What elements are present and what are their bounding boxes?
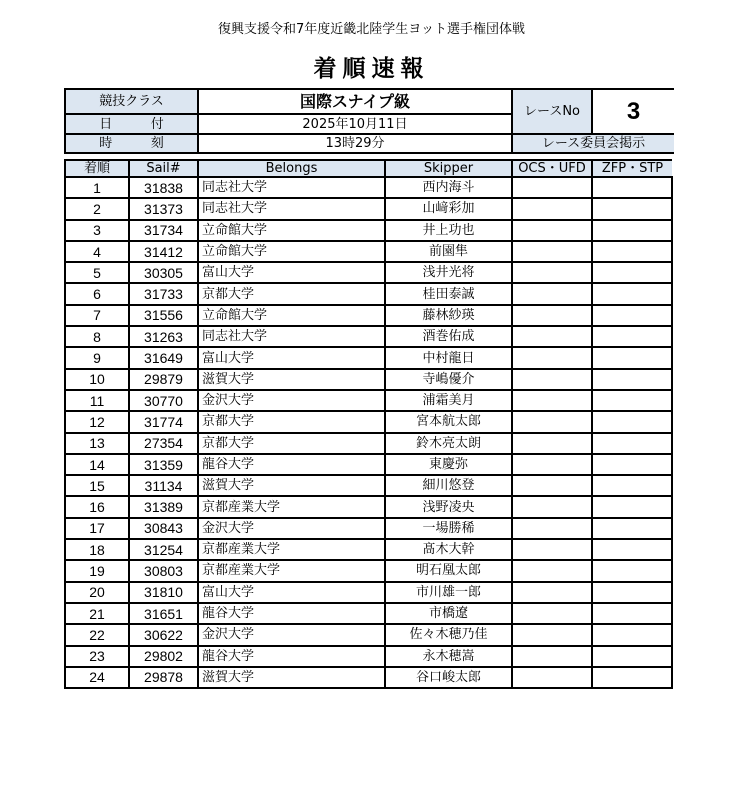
skipper-cell: 市橋遼 [385,603,512,624]
skipper-cell: 中村龍日 [385,347,512,368]
zfp-stp-cell [592,539,672,560]
table-row [65,220,672,241]
ocs-ufd-cell [512,603,592,624]
sail-number-cell: 31134 [129,475,198,496]
col-header-ocs-ufd: OCS・UFD [512,160,592,177]
skipper-cell: 市川雄一郎 [385,582,512,603]
race-no-label: レースNo [512,89,592,134]
table-row [65,603,672,624]
ocs-ufd-cell [512,262,592,283]
ocs-ufd-cell [512,326,592,347]
results-table [64,159,673,689]
race-no-value: 3 [592,89,674,134]
zfp-stp-cell [592,369,672,390]
sail-number-cell: 31734 [129,220,198,241]
col-header-belongs: Belongs [198,160,385,177]
sail-number-cell: 31838 [129,177,198,198]
rank-cell: 22 [65,624,129,645]
col-header-rank: 着順 [65,160,129,177]
skipper-cell: 佐々木穂乃佳 [385,624,512,645]
belongs-cell: 富山大学 [198,582,385,603]
col-header-zfp-stp: ZFP・STP [592,160,672,177]
ocs-ufd-cell [512,582,592,603]
belongs-cell: 富山大学 [198,347,385,368]
sail-number-cell: 31263 [129,326,198,347]
race-info-table [64,88,674,154]
rank-cell: 9 [65,347,129,368]
belongs-cell: 立命館大学 [198,220,385,241]
sail-number-cell: 31733 [129,283,198,304]
rank-cell: 3 [65,220,129,241]
rank-cell: 21 [65,603,129,624]
time-label-2: 刻 [150,136,164,151]
class-value: 国際スナイプ級 [198,89,512,114]
ocs-ufd-cell [512,411,592,432]
belongs-cell: 龍谷大学 [198,646,385,667]
belongs-cell: 富山大学 [198,262,385,283]
ocs-ufd-cell [512,539,592,560]
sail-number-cell: 29879 [129,369,198,390]
table-row [65,198,672,219]
table-row [65,262,672,283]
sail-number-cell: 30305 [129,262,198,283]
zfp-stp-cell [592,518,672,539]
date-value: 2025年10月11日 [198,114,512,134]
zfp-stp-cell [592,220,672,241]
belongs-cell: 京都大学 [198,283,385,304]
ocs-ufd-cell [512,646,592,667]
ocs-ufd-cell [512,198,592,219]
table-row [65,347,672,368]
ocs-ufd-cell [512,475,592,496]
table-row [65,369,672,390]
zfp-stp-cell [592,390,672,411]
belongs-cell: 滋賀大学 [198,667,385,688]
time-label-1: 時 [99,136,113,151]
sail-number-cell: 31373 [129,198,198,219]
zfp-stp-cell [592,582,672,603]
table-row [65,667,672,688]
skipper-cell: 酒巻佑成 [385,326,512,347]
skipper-cell: 谷口峻太郎 [385,667,512,688]
belongs-cell: 同志社大学 [198,177,385,198]
zfp-stp-cell [592,475,672,496]
skipper-cell: 浅野凌央 [385,496,512,517]
belongs-cell: 金沢大学 [198,518,385,539]
sail-number-cell: 31556 [129,305,198,326]
rank-cell: 6 [65,283,129,304]
table-row [65,433,672,454]
sail-number-cell: 31254 [129,539,198,560]
sail-number-cell: 31810 [129,582,198,603]
rank-cell: 20 [65,582,129,603]
table-row [65,582,672,603]
rank-cell: 7 [65,305,129,326]
ocs-ufd-cell [512,305,592,326]
table-row [65,241,672,262]
skipper-cell: 西内海斗 [385,177,512,198]
table-row [65,283,672,304]
table-row [65,305,672,326]
ocs-ufd-cell [512,624,592,645]
rank-cell: 16 [65,496,129,517]
belongs-cell: 京都産業大学 [198,539,385,560]
zfp-stp-cell [592,433,672,454]
sail-number-cell: 30770 [129,390,198,411]
table-row [65,326,672,347]
ocs-ufd-cell [512,454,592,475]
rank-cell: 10 [65,369,129,390]
zfp-stp-cell [592,262,672,283]
skipper-cell: 藤林紗瑛 [385,305,512,326]
rank-cell: 12 [65,411,129,432]
belongs-cell: 龍谷大学 [198,603,385,624]
sail-number-cell: 31774 [129,411,198,432]
sail-number-cell: 30803 [129,560,198,581]
sail-number-cell: 31359 [129,454,198,475]
time-value: 13時29分 [198,134,512,153]
belongs-cell: 京都産業大学 [198,496,385,517]
rank-cell: 13 [65,433,129,454]
zfp-stp-cell [592,283,672,304]
ocs-ufd-cell [512,560,592,581]
date-label [65,114,198,134]
ocs-ufd-cell [512,390,592,411]
ocs-ufd-cell [512,241,592,262]
sail-number-cell: 31412 [129,241,198,262]
rank-cell: 4 [65,241,129,262]
rank-cell: 17 [65,518,129,539]
table-row [65,646,672,667]
ocs-ufd-cell [512,283,592,304]
zfp-stp-cell [592,411,672,432]
zfp-stp-cell [592,454,672,475]
table-row [65,390,672,411]
page-title: 着順速報 [313,56,430,82]
skipper-cell: 東慶弥 [385,454,512,475]
col-header-skipper: Skipper [385,160,512,177]
belongs-cell: 滋賀大学 [198,369,385,390]
zfp-stp-cell [592,198,672,219]
zfp-stp-cell [592,496,672,517]
ocs-ufd-cell [512,220,592,241]
belongs-cell: 金沢大学 [198,390,385,411]
skipper-cell: 鈴木亮太朗 [385,433,512,454]
belongs-cell: 同志社大学 [198,326,385,347]
rank-cell: 14 [65,454,129,475]
table-row [65,454,672,475]
table-row [65,624,672,645]
table-row [65,496,672,517]
skipper-cell: 髙木大幹 [385,539,512,560]
table-row [65,475,672,496]
date-label-2: 付 [150,116,164,132]
rank-cell: 19 [65,560,129,581]
event-subtitle: 復興支援令和7年度近畿北陸学生ヨット選手権団体戦 [217,22,525,37]
zfp-stp-cell [592,667,672,688]
table-row [65,560,672,581]
rank-cell: 23 [65,646,129,667]
skipper-cell: 前園隼 [385,241,512,262]
sail-number-cell: 30843 [129,518,198,539]
ocs-ufd-cell [512,496,592,517]
sail-number-cell: 29878 [129,667,198,688]
results-header-row [65,160,672,177]
ocs-ufd-cell [512,667,592,688]
zfp-stp-cell [592,347,672,368]
zfp-stp-cell [592,241,672,262]
ocs-ufd-cell [512,518,592,539]
date-label-1: 日 [99,116,113,132]
belongs-cell: 立命館大学 [198,305,385,326]
rank-cell: 5 [65,262,129,283]
belongs-cell: 立命館大学 [198,241,385,262]
rank-cell: 15 [65,475,129,496]
table-row [65,539,672,560]
skipper-cell: 桂田泰誠 [385,283,512,304]
ocs-ufd-cell [512,177,592,198]
skipper-cell: 井上功也 [385,220,512,241]
zfp-stp-cell [592,326,672,347]
belongs-cell: 京都産業大学 [198,560,385,581]
class-label: 競技クラス [65,89,198,114]
belongs-cell: 金沢大学 [198,624,385,645]
belongs-cell: 龍谷大学 [198,454,385,475]
zfp-stp-cell [592,646,672,667]
rank-cell: 2 [65,198,129,219]
ocs-ufd-cell [512,433,592,454]
sail-number-cell: 31651 [129,603,198,624]
ocs-ufd-cell [512,347,592,368]
skipper-cell: 宮本航太郎 [385,411,512,432]
col-header-sail: Sail# [129,160,198,177]
rank-cell: 1 [65,177,129,198]
sail-number-cell: 30622 [129,624,198,645]
zfp-stp-cell [592,560,672,581]
belongs-cell: 滋賀大学 [198,475,385,496]
time-label [65,134,198,153]
sail-number-cell: 31389 [129,496,198,517]
rank-cell: 8 [65,326,129,347]
skipper-cell: 細川悠登 [385,475,512,496]
rank-cell: 11 [65,390,129,411]
skipper-cell: 永木穂嵩 [385,646,512,667]
table-row [65,411,672,432]
sail-number-cell: 27354 [129,433,198,454]
zfp-stp-cell [592,624,672,645]
belongs-cell: 京都大学 [198,433,385,454]
committee-label: レース委員会掲示 [512,134,674,153]
table-row [65,177,672,198]
skipper-cell: 寺嶋優介 [385,369,512,390]
table-row [65,518,672,539]
rank-cell: 24 [65,667,129,688]
belongs-cell: 同志社大学 [198,198,385,219]
sail-number-cell: 29802 [129,646,198,667]
zfp-stp-cell [592,177,672,198]
skipper-cell: 山﨑彩加 [385,198,512,219]
belongs-cell: 京都大学 [198,411,385,432]
ocs-ufd-cell [512,369,592,390]
zfp-stp-cell [592,603,672,624]
skipper-cell: 一場勝稀 [385,518,512,539]
skipper-cell: 浦霜美月 [385,390,512,411]
rank-cell: 18 [65,539,129,560]
sail-number-cell: 31649 [129,347,198,368]
skipper-cell: 明石凰太郎 [385,560,512,581]
zfp-stp-cell [592,305,672,326]
skipper-cell: 浅井光将 [385,262,512,283]
